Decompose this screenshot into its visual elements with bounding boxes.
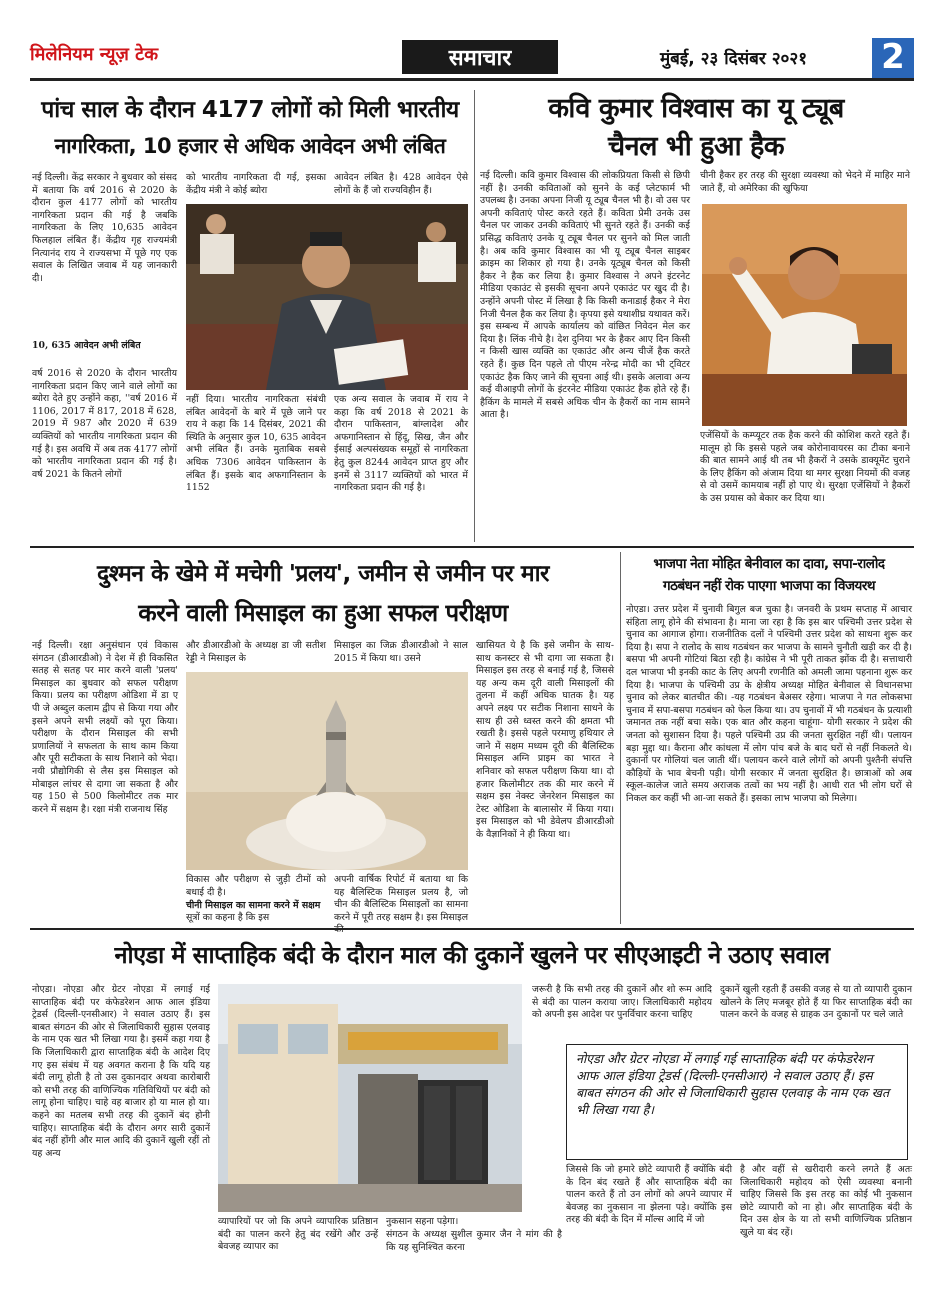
brand-name: मिलेनियम न्यूज़ टेक [30,44,159,65]
article2-col2-bottom: एजेंसियों के कम्प्यूटर तक हैक करने की कोशिश करते रहते हैं। मालूम हो कि इससे पहले जब कोरोनावायरस का टीका बनाने की बात सामने आई थी तब भी हैकरों ने उसके डाक्यूमेंट चुराने के लिए हैकिंग को अंजाम दिया था मगर सुरक्षा नियमों की वजह से वो उसमें कामयाब नहीं हो पाए थे। सुरक्षा एजेंसियों ने हैकरों के उस प्रयास को बेकार कर दिया था। [700,430,910,504]
article4-headline-1: भाजपा नेता मोहित बेनीवाल का दावा, सपा-रालोद [653,556,885,572]
article1-col1-top: नई दिल्ली। केंद्र सरकार ने बुधवार को संसद में बताया कि वर्ष 2016 से 2020 के दौरान कुल 4177 लोगों को भारतीय नागरिकता प्रदान की गई है जबकि नागरिकता के लिए 10,635 आवेदन फिलहाल लंबित हैं। केंद्रीय गृह राज्यमंत्री नित्यानंद राय ने राज्यसभा में पूछे गए एक सवाल के लिखित जवाब में यह जानकारी दी। [32,172,177,284]
article5-col4-top: दुकानें खुली रहती हैं उसकी वजह से या तो व्यापारी दुकान खोलने के लिए मजबूर होते हैं या फिर साप्ताहिक बंदी का पालन करने के वजह से ग्राहक उन दुकानों पर चले जाते [720,984,912,1021]
section-title: समाचार [448,46,512,71]
article2-photo [702,204,907,426]
article1-col2-top: को भारतीय नागरिकता दी गई, इसका केंद्रीय मंत्री ने कोई ब्योरा [186,172,326,196]
article3-col2-bottom: विकास और परीक्षण से जुड़ी टीमों को बधाई दी है। [186,874,326,898]
article1-col2-bottom: नहीं दिया। भारतीय नागरिकता संबंधी लंबित आवेदनों के बारे में पूछे जाने पर राय ने कहा कि 14 दिसंबर, 2021 की स्थिति के अनुसार कुल 10, 635 आवेदन अभी लंबित हैं। उनके मुताबिक सबसे अधिक 7306 आवेदन पाकिस्तान के लंबित हैं। इसके बाद अफगानिस्तान के 1152 [186,394,326,494]
article5-col4-bottom: जिससे कि जो हमारे छोटे व्यापारी हैं क्योंकि बंदी के दिन बंद रखते हैं और साप्ताहिक बंदी का पालन करते हैं तो उन लोगों को अपने व्यापार में बेवजह का नुकसान ना झेलना पड़े। क्योंकि इस तरह की बंदी के दिन में मॉल्स आदि में जो [566,1164,732,1226]
divider-vertical-top [474,90,475,542]
pullquote-text: नोएडा और ग्रेटर नोएडा में लगाई गई साप्ताहिक बंदी पर कंफेडरेशन आफ आल इंडिया ट्रेडर्स (दिल्ली-एनसीआर) ने सवाल उठाए हैं। इस बाबत संगठन की ओर से जिलाधिकारी सुहास एलवाइ के नाम एक खत भी लिखा गया है। [576,1051,890,1117]
divider-h2 [30,928,914,930]
masthead [0,0,945,80]
article3-headline-1: दुश्मन के खेमे में मचेगी 'प्रलय', जमीन से जमीन पर मार [97,561,549,587]
divider-vertical-mid [620,552,621,924]
article5-photo [218,984,522,1212]
minister-photo-svg [186,204,468,390]
article3-subhead: चीनी मिसाइल का सामना करने में सक्षम [186,900,321,911]
article2-headline-1: कवि कुमार विश्वास का यू ट्यूब [548,93,844,124]
article1-headline-2: नागरिकता, 10 हजार से अधिक आवेदन अभी लंबित [54,134,446,158]
article1-photo [186,204,468,390]
article4-headline-2: गठबंधन नहीं रोक पाएगा भाजपा का विजयरथ [663,578,875,594]
missile-photo-svg [186,672,468,870]
page-number: 2 [881,37,905,77]
article3-headline-2: करने वाली मिसाइल का हुआ सफल परीक्षण [138,599,508,627]
masthead-rule [30,78,914,81]
article2-headline-2: चैनल भी हुआ हैक [607,131,785,162]
article4-body: नोएडा। उत्तर प्रदेश में चुनावी बिगुल बज चुका है। जनवरी के प्रथम सप्ताह में आचार संहिता लागू होने की संभावना है। माना जा रहा है कि इस बार पश्चिमी उत्तर प्रदेश से चुनाव का आगाज होगा। राजनीतिक दलों ने पश्चिमी उत्तर प्रदेश को साधना शुरू कर दिया है। सपा ने रालोद के साथ गठबंधन कर भाजपा के सामने चुनौती खड़ी कर दी है। बसपा भी अपनी गोटियां बिठा रही है। कांग्रेस ने भी पूरी ताकत झोंक दी है। सत्ताधारी दल भाजपा भी इनकी काट के लिए अपनी रणनीति को अमली जामा पहनाना शुरू कर दिया है। भाजपा के पश्चिमी उप्र के क्षेत्रीय अध्यक्ष मोहित बेनीवाल से विधानसभा चुनाव को लेकर बातचीत की। -यह गठबंधन बेअसर रहेगा। भाजपा ने गत लोकसभा चुनाव में सपा-बसपा गठबंधन को फेल किया था। उप चुनावों में भी गठबंधन के प्रत्याशी जमानत तक नहीं बचा सके। एक बात और कहना चाहूंगा- योगी सरकार ने प्रदेश की जनता को सुशासन दिया है। पहले पश्चिमी उप्र की जनता सुरक्षित नहीं थी। पलायन बड़ा मुद्दा था। कैराना और कांधला में लोग पांच बजे के बाद घरों से नहीं निकलते थे। दुकानों पर गोलियां चल जाती थीं। पलायन करने वाले लोगों को अपनी पुश्तैनी संपत्ति कौड़ियों के भाव बेचनी पड़ी। योगी सरकार में जनता सुरक्षित है। छात्राओं को अब स्कूल-कालेज जाते समय अराजक तत्वों का भय नहीं है। आधी रात भी लोग घरों से निकल कर कहीं भी आ-जा सकते हैं। इसका लाभ भाजपा को मिलेगा। [626,604,912,804]
article5-col2-bottom: व्यापारियों पर जो कि अपने व्यापारिक प्रतिष्ठान बंदी का पालन करने हेतु बंद रखेंगे और उन्हें बेवजह व्यापार का [218,1216,378,1253]
article1-headline-1: पांच साल के दौरान 4177 लोगों को मिली भारतीय [41,97,459,123]
article1-subhead: 10, 635 आवेदन अभी लंबित [32,340,141,351]
shop-photo-svg [218,984,522,1212]
article5-col3-bottom-a: नुकसान सहना पड़ेगा। [386,1216,459,1227]
article3-photo [186,672,468,870]
article5-headline: नोएडा में साप्ताहिक बंदी के दौरान माल की दुकानें खुलने पर सीएआइटी ने उठाए सवाल [114,941,830,969]
article5-col1: नोएडा। नोएडा और ग्रेटर नोएडा में लगाई गई साप्ताहिक बंदी पर कंफेडरेशन आफ आल इंडिया ट्रेडर्स (दिल्ली-एनसीआर) ने सवाल उठाए हैं। इस बाबत संगठन की ओर से जिलाधिकारी सुहास एलवाइ के नाम एक खत भी लिखा गया है। इसमें कहा गया है कि जिलाधिकारी द्वारा साप्ताहिक बंदी के आदेश दिए गए इस संबंध में यह अवगत कराना है कि यदि यह बंदी लागू होती है तो उस दुकानदार अथवा कारोबारी को सभी तरह की वाणिज्यिक गतिविधियों पर बंदी को लागू होना चाहिए। चाहे वह बाजार हो या माल हो या। कहने का मतलब सभी तरह की दुकानें बंद होनी चाहिए। साप्ताहिक बंदी के दौरान अगर सारी दुकानें बंद नहीं होंगी और माल आदि की दुकानें खुली रहीं तो यह अन्य [32,984,210,1159]
article1-col3-top: आवेदन लंबित है। 428 आवेदन ऐसे लोगों के हैं जो राज्यविहीन हैं। [334,172,468,196]
article1-col1-bottom: वर्ष 2016 से 2020 के दौरान भारतीय नागरिकता प्रदान किए जाने वाले लोगों का ब्योरा देते हुए उन्होंने कहा, ''वर्ष 2016 में 1106, 2017 में 817, 2018 में 628, 2019 में 987 और 2020 में 639 व्यक्तियों को भारतीय नागरिकता प्रदान की गई है। इस अवधि में अब तक 4177 लोगों को भारतीय नागरिकता प्रदान की गई है। वर्ष 2021 के कितने लोगों [32,368,177,480]
dateline: मुंबई, २३ दिसंबर २०२१ [660,49,808,69]
article5-col5-bottom: है और वहीं से खरीदारी करने लगते हैं अतः जिलाधिकारी महोदय को ऐसी व्यवस्था बनानी चाहिए जिससे कि इस तरह का कोई भी नुकसान छोटे व्यापारी को ना हो। और साप्ताहिक बंदी के दिन उस क्षेत्र के या तो सभी वाणिज्यिक प्रतिष्ठान खुले या बंद रहें। [740,1164,912,1238]
article5-col3-top: जरूरी है कि सभी तरह की दुकानें और शो रूम आदि से बंदी का पालन कराया जाए। जिलाधिकारी महोदय को अपनी इस आदेश पर पुनर्विचार करना चाहिए [532,984,712,1021]
article1-col3-bottom: एक अन्य सवाल के जवाब में राय ने कहा कि वर्ष 2018 से 2021 के दौरान पाकिस्तान, बांग्लादेश और अफगानिस्तान से हिंदू, सिख, जैन और ईसाई अल्पसंख्यक समूहों से नागरिकता हेतु कुल 8244 आवेदन प्राप्त हुए और इनमें से 3117 व्यक्तियों को भारत में नागरिकता प्रदान की गई है। [334,394,468,494]
article5-col3-bottom-b: संगठन के अध्यक्ष सुशील कुमार जैन ने मांग की है कि यह सुनिश्चित करना [386,1229,562,1253]
article3-col1: नई दिल्ली। रक्षा अनुसंधान एवं विकास संगठन (डीआरडीओ) ने देश में ही विकसित सतह से सतह पर मार करने वाली 'प्रलय' मिसाइल का बुधवार को सफल परीक्षण किया। प्रलय का परीक्षण ओडिशा में डा ए पी जे अब्दुल कलाम द्वीप से किया गया और इसने अपने सभी लक्ष्यों को पूरा किया। परीक्षण के दौरान मिसाइल की सभी प्रणालियों ने सफलता के साथ काम किया और पूरी सटीकता के साथ निशाने को भेदा। नयी प्रौद्योगिकी से लैस इस मिसाइल को मोबाइल लांचर से दागा जा सकता है और यह 150 से 500 किलोमीटर तक मार करने में सक्षम है। रक्षा मंत्री राजनाथ सिंह [32,640,178,815]
article3-col2-bottom2: सूत्रों का कहना है कि इस [186,912,270,923]
article2-col1: नई दिल्ली। कवि कुमार विश्वास की लोकप्रियता किसी से छिपी नहीं है। उनकी कविताओं को सुनने के कई प्लेटफार्म भी उपलब्ध है। उनका अपना निजी यू ट्यूब चैनल भी है। वो उस पर अपनी कविताएं पोस्ट करते रहते हैं। कविता प्रेमी उनके उस चैनल पर जाकर उनकी कविताएं भी सुनते रहते हैं। उनकी कई प्रसिद्ध कविताएं उनके यू ट्यूब चैनल पर सुनने को मिल जाती है। अब कवि कुमार विश्वास का भी यू ट्यूब चैनल साइबर क्राइम का शिकार हो गया है। उनके यूट्यूब चैनल को किसी हैकर ने हैक कर लिया है। कुमार विश्वास ने अपने इंटरनेट मीडिया एकाउंट से इसकी सूचना अपने एकाउंट पर खुद दी है। उन्होंने अपनी पोस्ट में लिखा है कि किसी कनाडाई हैकर ने मेरा निजी चैनल हैक कर लिया है। कृपया इसे यथाशीघ्र यथावत करें। इस सम्बन्ध में आपके कार्यालय को वांछित निवेदन मेल कर दिया है। लिंक नीचे है। देश दुनिया भर के हैकर आए दिन किसी न किसी खास व्यक्ति का एकाउंट और अन्य चीजें हैक करते रहते हैं। कुछ दिन पहले तो पीएम नरेन्द्र मोदी का भी ट्विटर एकाउंट हैक किए जाने की सूचना आई थी। इसके अलावा अन्य कई वीआइपी लोगों के इंटरनेट मीडिया एकाउंट हैक होते रहे हैं। हैकिंग के मामले में सबसे अधिक चीन के हैकरों का नाम सामने आता है। [480,170,690,421]
article2-col2-top: चीनी हैकर हर तरह की सुरक्षा व्यवस्था को भेदने में माहिर माने जाते हैं, वो अमेरिका की खुफिया [700,170,910,194]
poet-photo-svg [702,204,907,426]
divider-h1 [30,546,914,548]
article3-col3-bottom: अपनी वार्षिक रिपोर्ट में बताया था कि यह बैलिस्टिक मिसाइल प्रलय है, जो चीन की बैलिस्टिक मिसाइलों का सामना करने में पूरी तरह सक्षम है। इस मिसाइल [334,874,468,923]
article3-col3-top: मिसाइल का जिक्र डीआरडीओ ने साल 2015 में किया था। उसने [334,640,468,664]
article3-col2-top: और डीआरडीओ के अध्यक्ष डा जी सतीश रेड्डी ने मिसाइल के [186,640,326,664]
article3-col4: खासियत ये है कि इसे जमीन के साथ-साथ कनस्टर से भी दागा जा सकता है। मिसाइल इस तरह से बनाई गई है, जिससे यह अन्य कम दूरी वाली मिसाइलों की तुलना में कहीं अधिक घातक है। यह अपने लक्ष्य पर सटीक निशाना साधने के साथ ही उसे ध्वस्त करने की क्षमता भी रखती है। इससे पहले परमाणु हथियार ले जाने में सक्षम मध्यम दूरी की बैलिस्टिक मिसाइल अग्नि प्राइम का भारत ने शनिवार को सफल परीक्षण किया था। दो हजार किलोमीटर तक की मार करने में सक्षम इस नेक्स्ट जेनरेशन मिसाइल का टेस्ट ओडिशा के बालासोर में किया गया। इस मिसाइल को भी डेवेलप डीआरडीओ के वैज्ञानिकों ने ही किया था। [476,640,614,840]
